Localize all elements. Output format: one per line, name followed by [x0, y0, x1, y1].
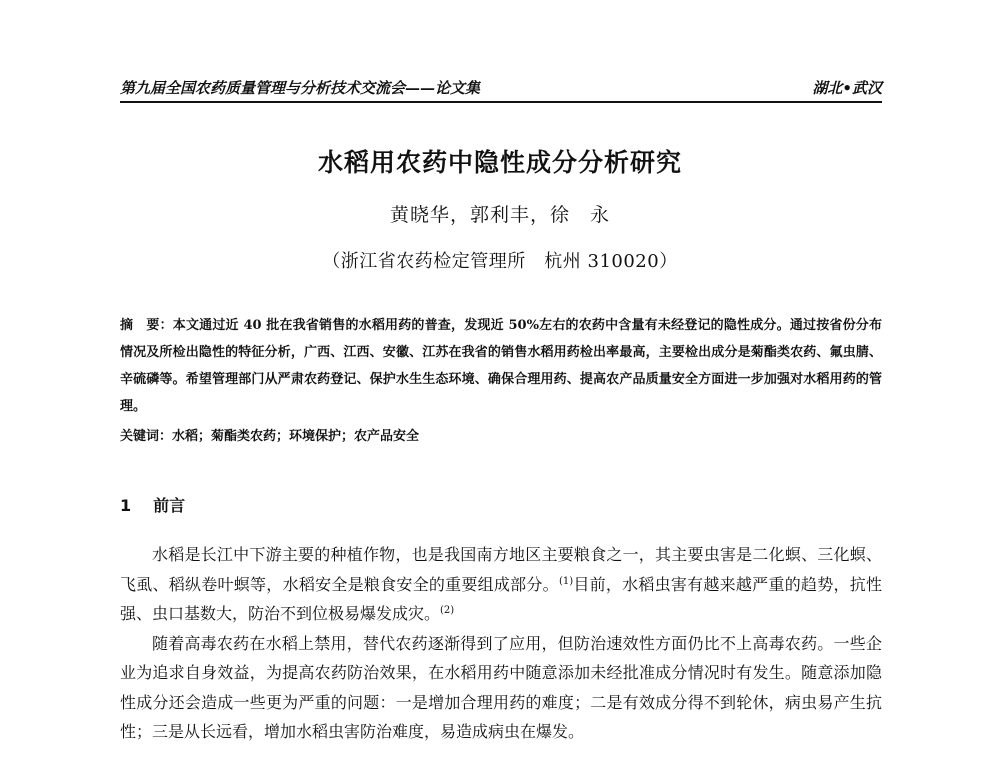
paper-title: 水稻用农药中隐性成分分析研究	[317, 148, 682, 177]
keywords-label: 关键词：	[120, 429, 173, 444]
citation-2: (2)	[440, 605, 455, 616]
keywords-text: 水稻；菊酯类农药；环境保护；农产品安全	[172, 429, 420, 444]
paragraph-1-part2: 目前，水稻虫害有越来越严重的趋势，抗性强、虫口基数大，防治不到位极易爆发成灾。	[120, 574, 882, 623]
keywords	[120, 426, 882, 448]
paragraph-1	[120, 540, 882, 629]
header-location: 湖北•武汉	[812, 79, 882, 97]
abstract-label: 摘 要：	[120, 318, 173, 333]
running-header	[120, 74, 882, 98]
abstract-text: 本文通过近 40 批在我省销售的水稻用药的普查，发现近 50%左右的农药中含量有未经登记的隐性成分。通过按省份分布情况及所检出隐性的特征分析，广西、江西、安徽、江苏在我省的销售水稻用药检出率最高，主要检出成分是菊酯类农药、氟虫腈、辛硫磷等。希望管理部门从严肃农药登记、保护水生生态环境、确保合理用药、提高农产品质量安全方面进一步加强对水稻用药的管理。	[120, 318, 882, 414]
header-conference: 第九届全国农药质量管理与分析技术交流会——论文集	[120, 79, 481, 97]
section-title: 前言	[153, 496, 186, 515]
paper-authors: 黄晓华，郭利丰，徐 永	[389, 204, 610, 226]
citation-1: (1)	[558, 575, 574, 587]
body-text	[120, 540, 882, 747]
abstract	[120, 312, 882, 420]
paragraph-2: 随着高毒农药在水稻上禁用，替代农药逐渐得到了应用，但防治速效性方面仍比不上高毒农药。一些企业为追求自身效益，为提高农药防治效果，在水稻用药中随意添加未经批准成分情况时有发生。随意添加隐性成分还会造成一些更为严重的问题：一是增加合理用药的难度；二是有效成分得不到轮休，病虫易产生抗性；三是从长远看，增加水稻虫害防治难度，易造成病虫在爆发。	[120, 633, 882, 741]
section-number: 1	[120, 496, 132, 515]
paragraph-1-part1: 水稻是长江中下游主要的种植作物，也是我国南方地区主要粮食之一，其主要虫害是二化螟、三化螟、飞虱、稻纵卷叶螟等，水稻安全是粮食安全的重要组成部分。	[120, 545, 882, 594]
header-rule	[120, 101, 882, 103]
paper-affiliation: （浙江省农药检定管理所 杭州 310020）	[322, 251, 678, 272]
section-heading	[120, 493, 185, 516]
